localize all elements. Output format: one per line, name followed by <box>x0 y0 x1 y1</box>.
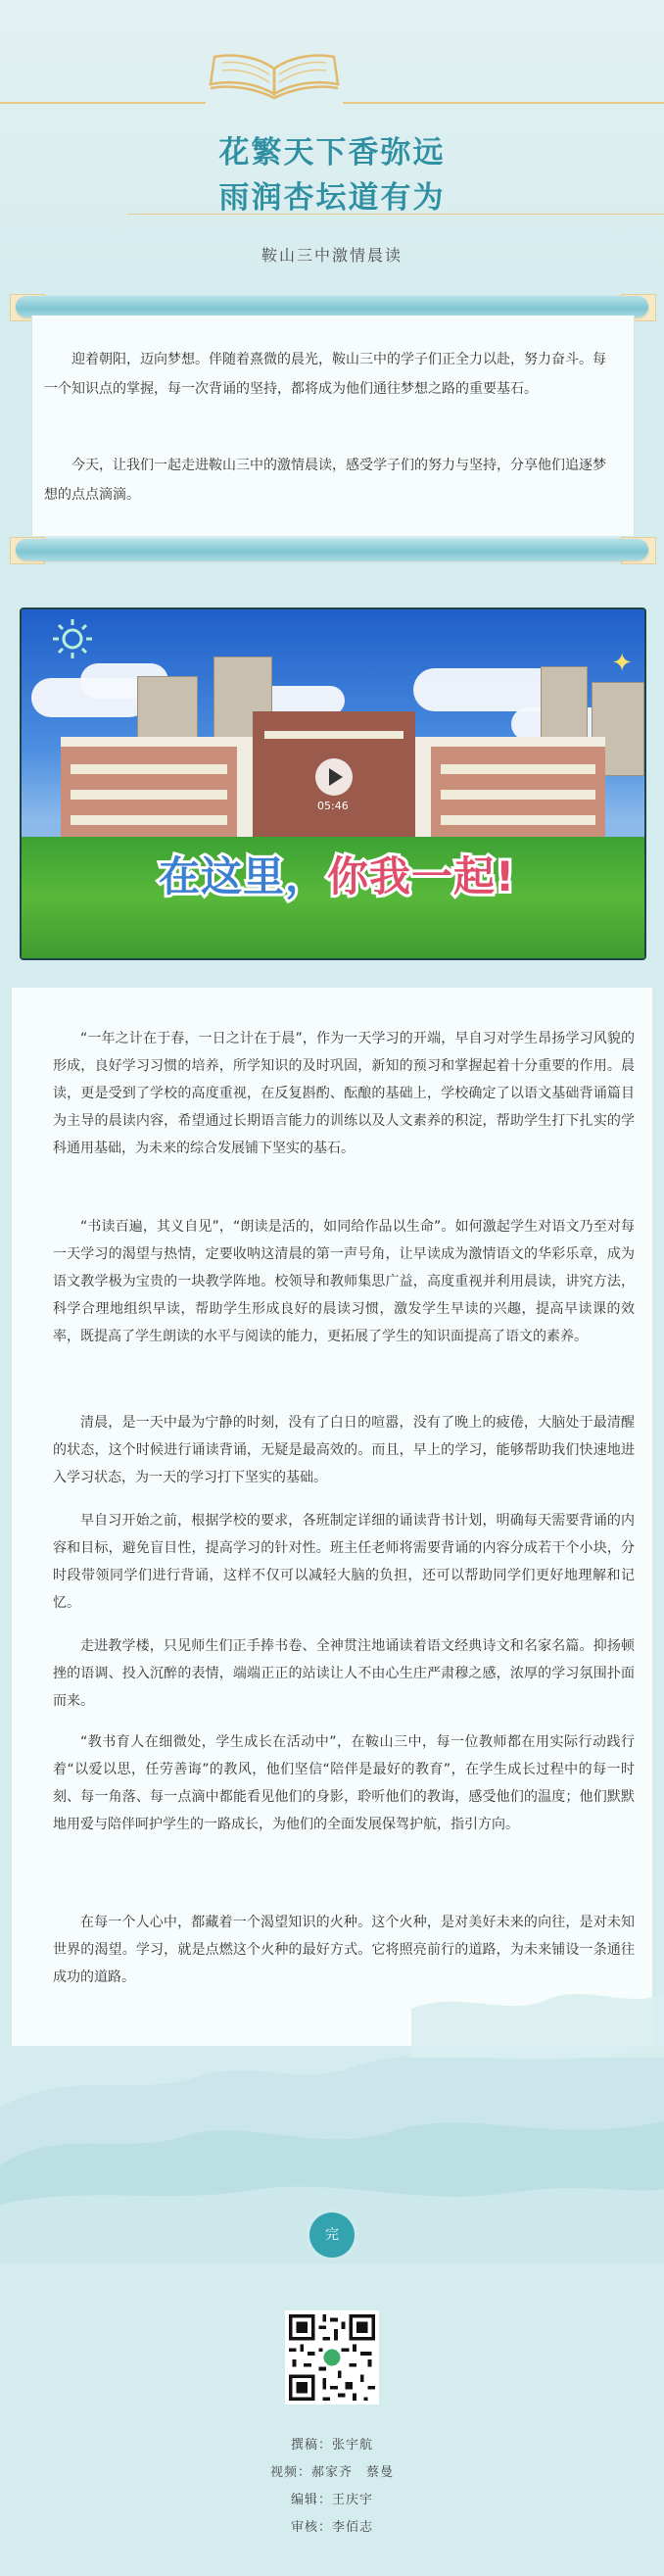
intro-box <box>31 316 635 536</box>
building-window-band <box>441 790 595 800</box>
intro-paragraph: 迎着朝阳，迈向梦想。伴随着熹微的晨光，鞍山三中的学子们正全力以赴，努力奋斗。每一个知识点的掌握，每一次背诵的坚持，都将成为他们通往梦想之路的重要基石。 <box>44 352 606 397</box>
credit-reviewer: 审核：李佰志 <box>290 2520 373 2535</box>
qr-code[interactable] <box>285 2310 379 2405</box>
header-line-right <box>343 102 664 104</box>
scroll-rod-top <box>16 296 648 317</box>
video-player[interactable] <box>20 608 646 960</box>
sparkle-icon: ✦ <box>611 649 633 678</box>
intro-paragraph: 今天，让我们一起走进鞍山三中的激情晨读，感受学子们的努力与坚持，分享他们追逐梦想的点点滴滴。 <box>44 458 606 503</box>
building-window-band <box>441 764 595 774</box>
header-line-left <box>0 102 206 104</box>
scroll-rod-bottom <box>16 539 648 560</box>
article-paragraph: 在每一个人心中，都藏着一个渴望知识的火种。这个火种，是对美好未来的向往，是对未知世界的渴望。学习，就是点燃这个火种的最好方式。它将照亮前行的道路，为未来铺设一条通往成功的道路。 <box>53 1915 635 1985</box>
building-window-band <box>264 731 403 739</box>
video-slogan <box>159 845 515 903</box>
credit-video: 视频：郝家齐 蔡曼 <box>269 2465 394 2480</box>
building-window-band <box>441 815 595 825</box>
cloud <box>413 668 560 711</box>
building-window-band <box>71 815 227 825</box>
slogan-part2: 你我一起! <box>327 852 516 900</box>
video-duration: 05:46 <box>317 800 349 812</box>
article-paragraph: 清晨，是一天中最为宁静的时刻，没有了白日的喧嚣，没有了晚上的疲倦，大脑处于最清醒的状态，这个时候进行诵读背诵，无疑是最高效的。而且，早上的学习，能够帮助我们快速地进入学习状态，为一天的学习打下坚实的基础。 <box>53 1415 635 1485</box>
article-paragraph: “书读百遍，其义自见”，“朗读是活的，如同给作品以生命”。如何激起学生对语文乃至对每一天学习的渴望与热情，定要收呐这清晨的第一声号角，让早读成为激情语文的华彩乐章，成为语文教学极为宝贵的一块教学阵地。校领导和教师集思广益，高度重视并利用晨读，讲究方法，科学合理地组织早读，帮助学生形成良好的晨读习惯，激发学生早读的兴趣，提高早读课的效率，既提高了学生朗读的水平与阅读的能力，更拓展了学生的知识面提高了语文的素养。 <box>53 1219 635 1344</box>
open-book-icon <box>201 45 348 104</box>
play-button[interactable] <box>315 758 353 796</box>
page-title-line1: 花繁天下香弥远 <box>218 135 446 170</box>
article-paragraph: “教书育人在细微处，学生成长在活动中”，在鞍山三中，每一位教师都在用实际行动践行着“以爱以思，任劳善诲”的教风，他们坚信“陪伴是最好的教育”，在学生成长过程中的每一时刻、每一角落、每一点滴中都能看见他们的身影，聆听他们的教诲，感受他们的温度；他们默默地用爱与陪伴呵护学生的一路成长，为他们的全面发展保驾护航，指引方向。 <box>53 1734 635 1832</box>
article-paragraph: 走进教学楼，只见师生们正手捧书卷、全神贯注地诵读着语文经典诗文和名家名篇。抑扬顿挫的语调、投入沉醉的表情，端端正正的站读让人不由心生庄严肃穆之感，浓厚的学习氛围扑面而来。 <box>53 1638 635 1709</box>
article-body <box>12 988 652 2046</box>
end-mark: 完 <box>309 2212 355 2258</box>
credit-writer: 撰稿：张宇航 <box>290 2438 373 2453</box>
sun-icon <box>51 617 94 660</box>
credit-editor: 编辑：王庆宇 <box>290 2493 373 2507</box>
page-title-line2: 雨润杏坛道有为 <box>218 180 446 216</box>
article-paragraph: 早自习开始之前，根据学校的要求，各班制定详细的诵读背书计划，明确每天需要背诵的内容和目标，避免盲目性，提高学习的针对性。班主任老师将需要背诵的内容分成若干个小块，分时段带领同学们进行背诵，这样不仅可以减轻大脑的负担，还可以帮助同学们更好地理解和记忆。 <box>53 1513 635 1611</box>
article-paragraph: “一年之计在于春，一日之计在于晨”，作为一天学习的开端，早自习对学生昂扬学习风貌的形成，良好学习习惯的培养，所学知识的及时巩固，新知的预习和掌握起着十分重要的作用。晨读，更是受到了学校的高度重视，在反复斟酌、酝酿的基础上，学校确定了以语文基础背诵篇目为主导的晨读内容，希望通过长期语言能力的训练以及人文素养的积淀，帮助学生打下扎实的学科通用基础，为未来的综合发展铺下坚实的基石。 <box>53 1031 635 1156</box>
page-subtitle: 鞍山三中激情晨读 <box>261 246 403 265</box>
building-window-band <box>71 764 227 774</box>
slogan-part1: 在这里， <box>159 852 328 900</box>
play-icon <box>329 768 343 786</box>
building-window-band <box>71 790 227 800</box>
